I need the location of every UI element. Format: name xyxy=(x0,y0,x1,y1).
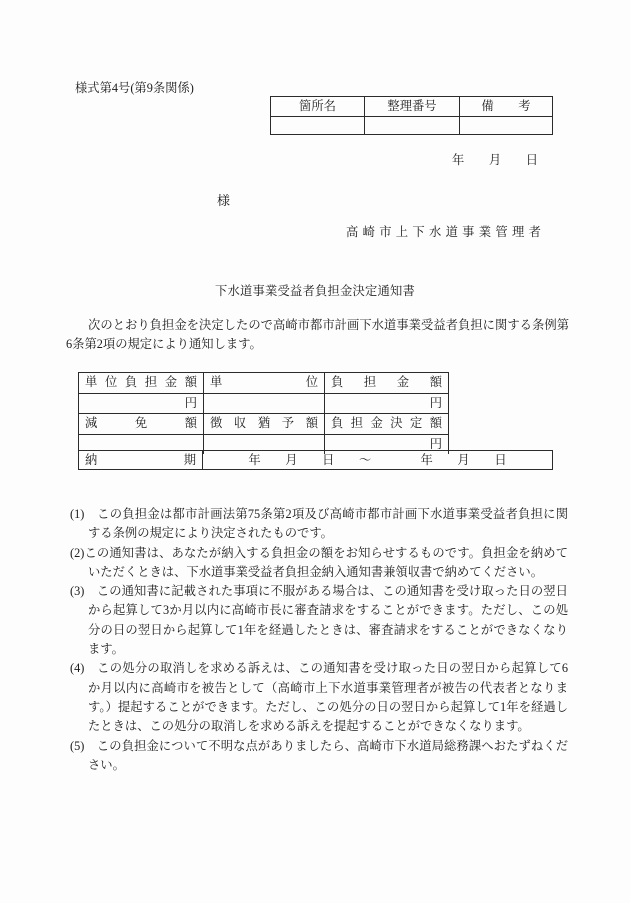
charge-table-row-labels-2 xyxy=(79,413,448,434)
note-marker: (2) xyxy=(70,545,85,560)
unit-charge-label: 単 位 負 担 金 額 xyxy=(85,375,197,389)
reference-number-header: 整理番号 xyxy=(364,97,459,116)
unit-label: 単 位 xyxy=(203,373,324,393)
charge-amount-value: 円 xyxy=(324,394,448,414)
document-title: 下水道事業受益者負担金決定通知書 xyxy=(215,284,415,298)
charge-table-row-labels-1 xyxy=(79,373,448,393)
payment-period-row xyxy=(78,450,553,470)
note-marker: (3) xyxy=(70,584,85,599)
note-marker: (4) xyxy=(70,661,85,676)
note-item-1 xyxy=(70,505,568,544)
issue-date-line: 年 月 日 xyxy=(452,153,539,167)
reduction-label: 減 免 額 xyxy=(85,416,197,430)
note-item-5 xyxy=(70,737,568,776)
remarks-value xyxy=(459,117,552,134)
payment-period-label: 納 期 xyxy=(79,451,203,469)
location-name-header: 箇所名 xyxy=(299,99,336,113)
form-number: 様式第4号(第9条関係) xyxy=(75,81,194,95)
intro-paragraph: 次のとおり負担金を決定したので高崎市都市計画下水道事業受益者負担に関する条例第6条第2項の規定により通知します。 xyxy=(66,318,569,352)
reference-table-header-row xyxy=(271,97,552,116)
note-item-3 xyxy=(70,582,568,659)
note-marker: (1) xyxy=(70,507,85,521)
notes-list xyxy=(70,505,568,775)
note-text: この通知書に記載された事項に不服がある場合は、この通知書を受け取った日の翌日から起算して3か月以内に高崎市長に審査請求をすることができます。ただし、この処分の日の翌日から起算して1年を経過したときは、審査請求をすることができなくなります。 xyxy=(88,584,568,657)
note-sep xyxy=(84,739,97,753)
note-sep xyxy=(84,507,97,521)
note-text: この負担金は都市計画法第75条第2項及び高崎市都市計画下水道事業受益者負担に関する条例の規定により決定されたものです。 xyxy=(88,507,568,541)
charge-table-row-values-1 xyxy=(79,393,448,414)
decided-charge-label: 負 担 金 決 定 額 xyxy=(324,414,448,434)
location-name-value xyxy=(271,117,364,134)
unit-charge-value: 円 xyxy=(184,395,197,410)
note-text: この処分の取消しを求める訴えは、この通知書を受け取った日の翌日から起算して6か月以内に高崎市を被告として（高崎市上下水道事業管理者が被告の代表者となります。）提起することができます。ただし、この処分の日の翌日から起算して1年を経過したときは、この処分の取消しを求める訴えを提起することができなくなります。 xyxy=(88,661,568,734)
addressee-honorific: 様 xyxy=(217,193,231,208)
reference-number-value xyxy=(364,117,459,134)
remarks-header: 備 考 xyxy=(459,97,552,116)
note-sep xyxy=(84,661,97,675)
note-marker: (5) xyxy=(70,738,85,753)
note-text: この通知書は、あなたが納入する負担金の額をお知らせするものです。負担金を納めていただくときは、下水道事業受益者負担金納入通知書兼領収書で納めてください。 xyxy=(84,545,568,579)
note-item-2 xyxy=(70,544,568,583)
issuer-name: 高崎市上下水道事業管理者 xyxy=(346,225,546,239)
reference-table xyxy=(270,96,553,135)
reference-table-value-row xyxy=(271,116,552,134)
note-sep xyxy=(84,584,97,598)
note-text: この負担金について不明な点がありましたら、高崎市下水道局総務課へおたずねください。 xyxy=(88,738,568,772)
unit-value xyxy=(203,394,324,414)
charge-amount-label: 負 担 金 額 xyxy=(324,373,448,393)
payment-period-dates: 年 月 日 ～ 年 月 日 xyxy=(248,453,507,467)
charge-table xyxy=(78,372,449,454)
deferral-label: 徴 収 猶 予 額 xyxy=(203,414,324,434)
note-item-4 xyxy=(70,659,568,736)
decided-charge-value: 円 xyxy=(324,435,448,455)
